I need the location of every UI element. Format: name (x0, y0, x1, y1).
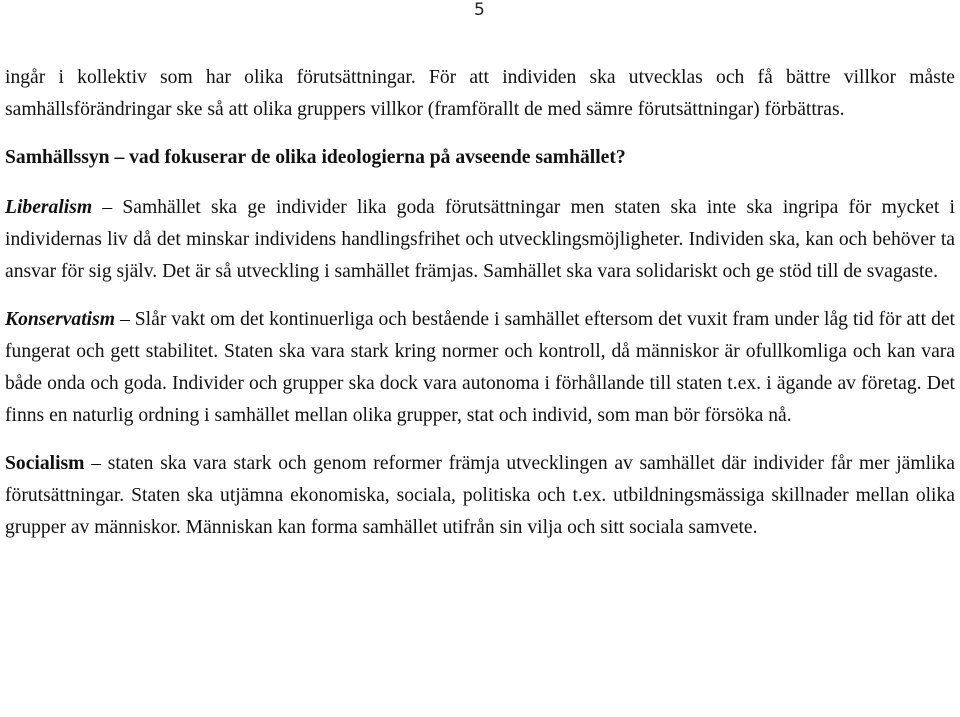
socialism-term: Socialism (5, 453, 85, 474)
liberalism-dash: – (92, 197, 123, 218)
document-body (5, 62, 955, 544)
konservatism-term: Konservatism (5, 309, 115, 330)
socialism-dash: – (84, 453, 108, 474)
liberalism-text: Samhället ska ge individer lika goda förutsättningar men staten ska inte ska ingripa för mycket i individernas liv då det minskar individens handlingsfrihet och utvecklingsmöjligheter. Individen ska, kan och behöver ta ansvar för sig själv. Det är så utveckling i samhället främjas. Samhället ska vara solidariskt och ge stöd till de svagaste. (5, 197, 955, 282)
socialism-text: staten ska vara stark och genom reformer främja utvecklingen av samhället där individer får mer jämlika förutsättningar. Staten ska utjämna ekonomiska, sociala, politiska och t.ex. utbildningsmässiga skillnader mellan olika grupper av människor. Människan kan forma samhället utifrån sin vilja och sitt sociala samvete. (5, 453, 955, 538)
konservatism-paragraph (5, 304, 955, 432)
intro-paragraph: ingår i kollektiv som har olika förutsättningar. För att individen ska utvecklas och få bättre villkor måste samhällsförändringar ske så att olika gruppers villkor (framförallt de med sämre förutsättningar) förbättras. (5, 67, 955, 120)
konservatism-text: Slår vakt om det kontinuerliga och bestående i samhället eftersom det vuxit fram under låg tid för att det fungerat och gett stabilitet. Staten ska vara stark kring normer och kontroll, då människor är ofullkomliga och kan vara både onda och goda. Individer och grupper ska dock vara autonoma i förhållande till staten t.ex. i ägande av företag. Det finns en naturlig ordning i samhället mellan olika grupper, stat och individ, som man bör försöka nå. (5, 309, 956, 426)
page-number: 5 (474, 0, 485, 20)
section-heading: Samhällssyn – vad fokuserar de olika ideologierna på avseende samhället? (5, 147, 626, 168)
socialism-paragraph (5, 448, 955, 544)
konservatism-dash: – (114, 309, 135, 330)
liberalism-paragraph (5, 192, 955, 288)
liberalism-term: Liberalism (5, 197, 93, 218)
